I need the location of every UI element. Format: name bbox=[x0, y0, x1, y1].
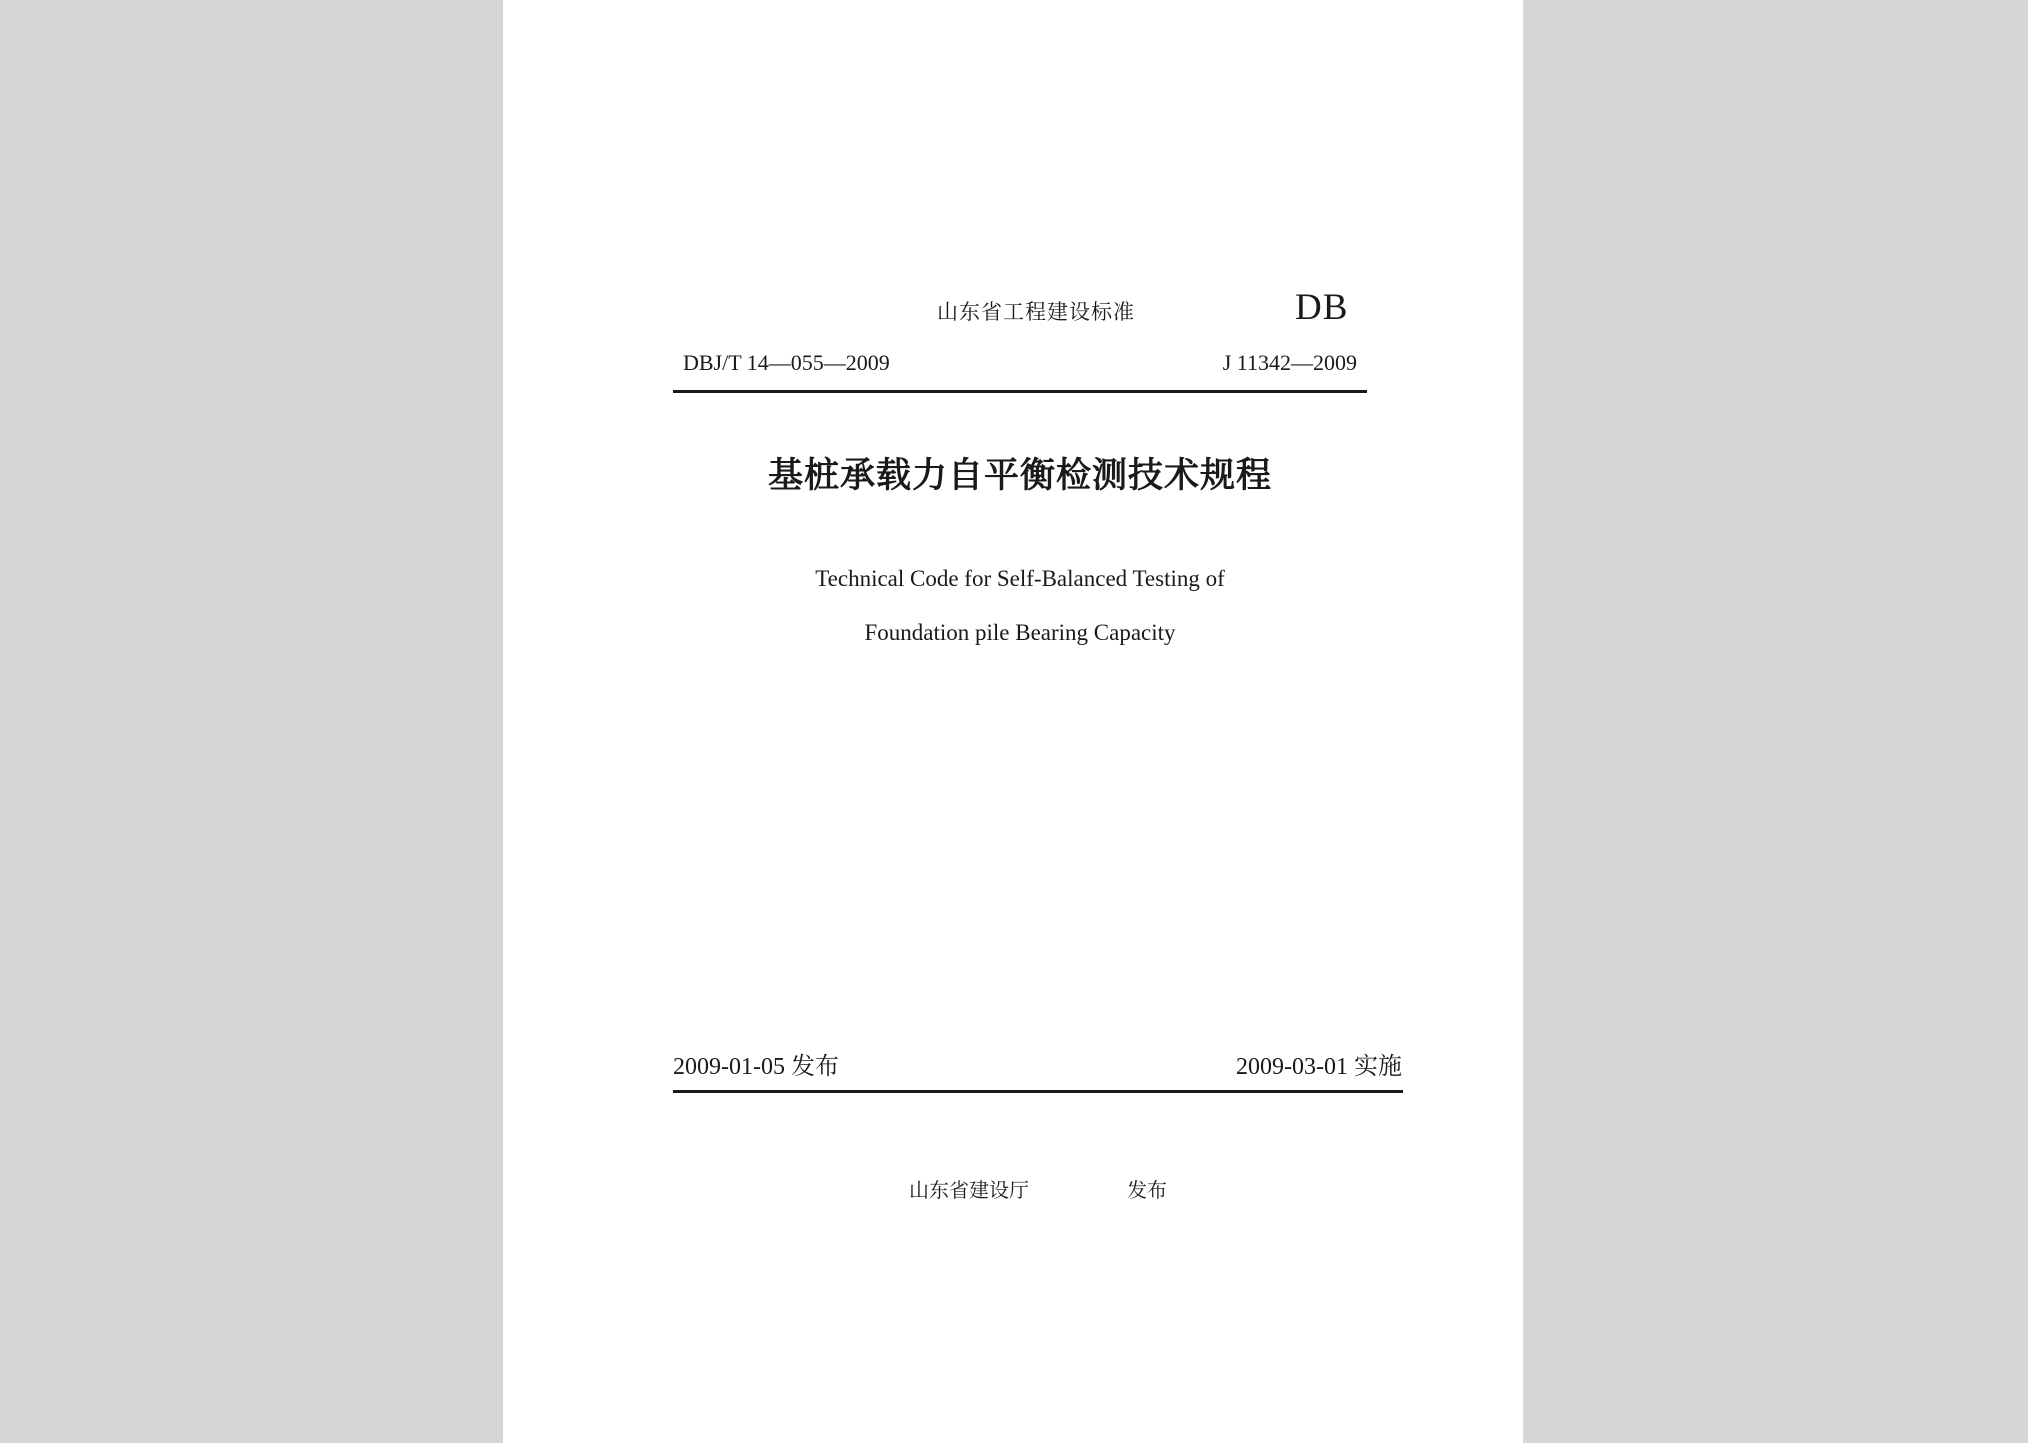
title-chinese: 基桩承载力自平衡检测技术规程 bbox=[767, 456, 1272, 496]
dates-divider bbox=[673, 1090, 1403, 1093]
title-english-line1: Technical Code for Self-Balanced Testing of bbox=[815, 566, 1225, 591]
issue-date: 2009-01-05 发布 bbox=[673, 1054, 839, 1080]
header-divider bbox=[673, 390, 1367, 393]
title-english-line2: Foundation pile Bearing Capacity bbox=[864, 620, 1176, 645]
effective-date: 2009-03-01 实施 bbox=[1236, 1054, 1402, 1080]
document-page bbox=[503, 0, 1523, 1443]
publisher-name: 山东省建设厅 bbox=[909, 1178, 1029, 1202]
publish-label: 发布 bbox=[1127, 1178, 1167, 1202]
standard-code: DBJ/T 14—055—2009 bbox=[683, 350, 890, 375]
db-mark: DB bbox=[1295, 287, 1349, 328]
record-code: J 11342—2009 bbox=[1222, 350, 1357, 375]
standard-series-label: 山东省工程建设标准 bbox=[937, 300, 1135, 324]
